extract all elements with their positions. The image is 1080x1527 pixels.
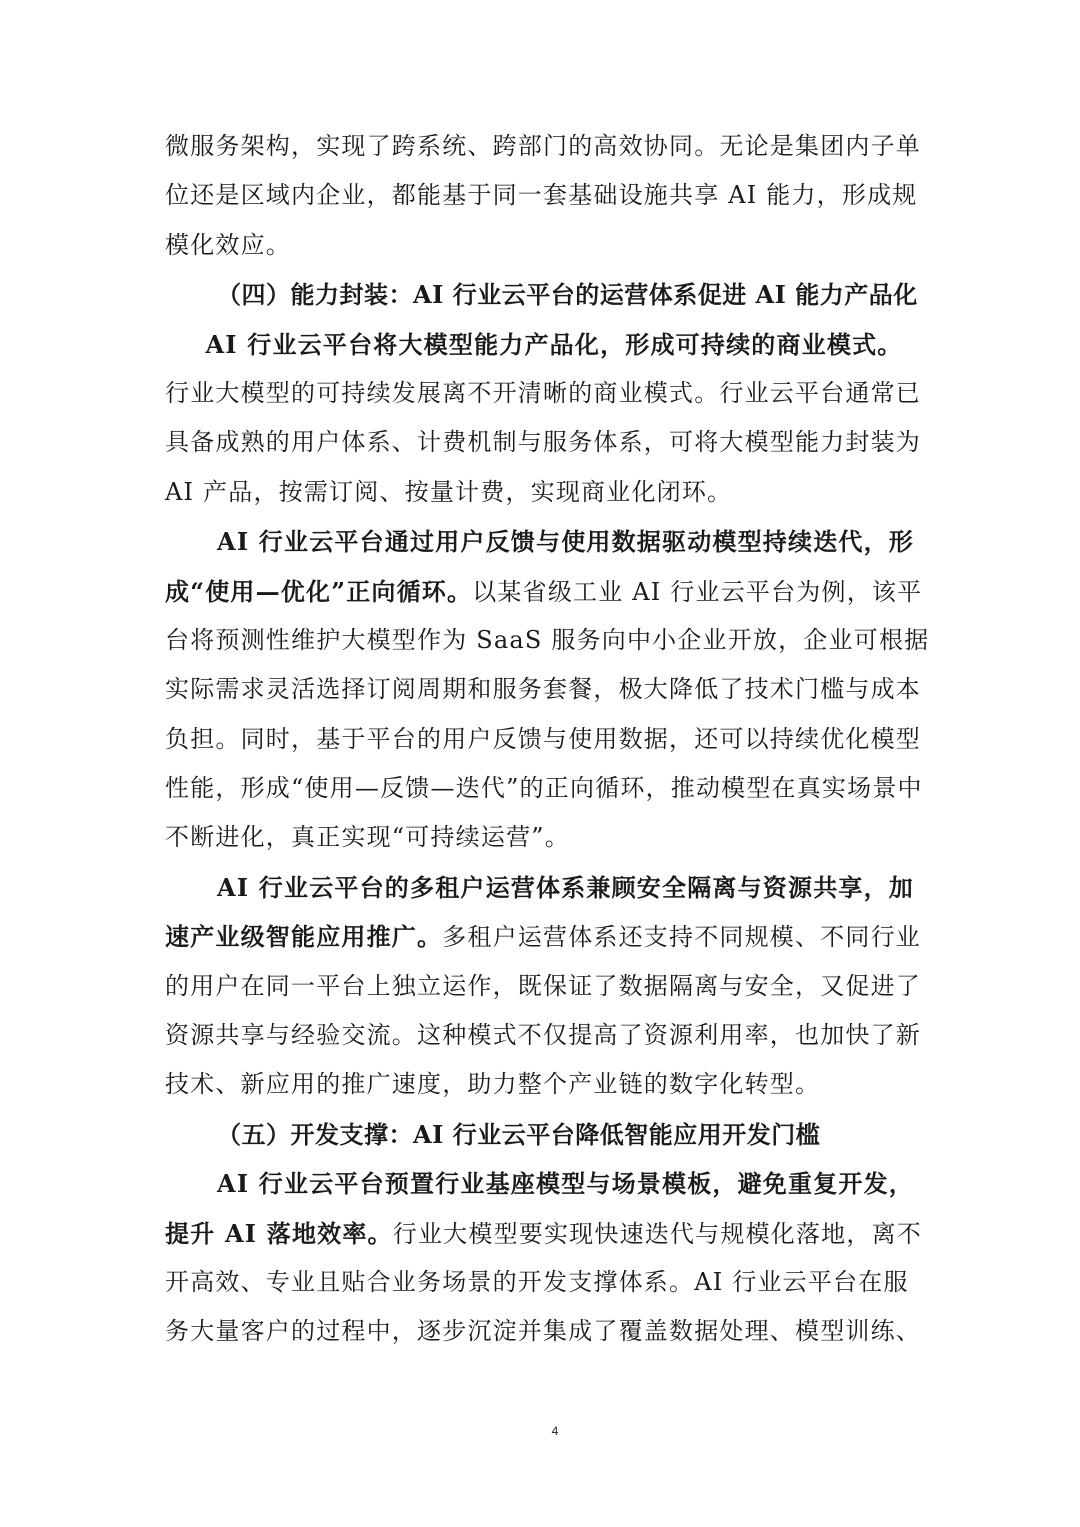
text-line: 台将预测性维护大模型作为 SaaS 服务向中小企业开放，企业可根据 — [165, 625, 930, 654]
bold-lead-sentence: 提升 AI 落地效率。 — [165, 1218, 393, 1248]
text-line: 开高效、专业且贴合业务场景的开发支撑体系。AI 行业云平台在服 — [165, 1267, 909, 1296]
text-line: 的用户在同一平台上独立运作，既保证了数据隔离与安全，又促进了 — [165, 971, 921, 1000]
text-line: 微服务架构，实现了跨系统、跨部门的高效协同。无论是集团内子单 — [165, 132, 921, 160]
body-text: 以某省级工业 AI 行业云平台为例，该平 — [472, 577, 923, 606]
bold-lead-sentence: AI 行业云平台将大模型能力产品化，形成可持续的商业模式。 — [205, 329, 903, 359]
text-line: 行业大模型的可持续发展离不开清晰的商业模式。行业云平台通常已 — [165, 378, 921, 407]
text-line: 位还是区域内企业，都能基于同一套基础设施共享 AI 能力，形成规 — [165, 181, 918, 210]
text-line: 技术、新应用的推广速度，助力整个产业链的数字化转型。 — [165, 1070, 821, 1099]
text-line: 性能，形成“使用—反馈—迭代”的正向循环，推动模型在真实场景中 — [165, 774, 923, 803]
bold-lead-sentence: 速产业级智能应用推广。 — [165, 922, 443, 952]
section-heading-5: （五）开发支撑：AI 行业云平台降低智能应用开发门槛 — [217, 1119, 821, 1149]
text-line: 不断进化，真正实现“可持续运营”。 — [165, 823, 570, 852]
text-line: 具备成熟的用户体系、计费机制与服务体系，可将大模型能力封装为 — [165, 428, 921, 457]
section-heading-4: （四）能力封装：AI 行业云平台的运营体系促进 AI 能力产品化 — [217, 280, 918, 310]
body-text: 多租户运营体系还支持不同规模、不同行业 — [442, 923, 922, 952]
document-body — [165, 122, 930, 1357]
text-line — [165, 1209, 922, 1258]
text-line — [165, 567, 923, 616]
bold-lead-sentence: AI 行业云平台通过用户反馈与使用数据驱动模型持续迭代，形 — [217, 527, 915, 557]
bold-lead-sentence: AI 行业云平台的多租户运营体系兼顾安全隔离与资源共享，加 — [217, 872, 915, 902]
bold-lead-sentence: AI 行业云平台预置行业基座模型与场景模板，避免重复开发， — [217, 1169, 915, 1199]
page-number: 4 — [551, 1424, 559, 1438]
text-line: 实际需求灵活选择订阅周期和服务套餐，极大降低了技术门槛与成本 — [165, 675, 921, 704]
text-line — [165, 912, 922, 961]
text-line: 负担。同时，基于平台的用户反馈与使用数据，还可以持续优化模型 — [165, 724, 921, 753]
text-line: AI 产品，按需订阅、按量计费，实现商业化闭环。 — [165, 477, 733, 506]
text-line: 模化效应。 — [165, 230, 291, 259]
bold-lead-sentence: 成“使用—优化”正向循环。 — [165, 576, 473, 606]
text-line: 资源共享与经验交流。这种模式不仅提高了资源利用率，也加快了新 — [165, 1021, 921, 1050]
body-text: 行业大模型要实现快速迭代与规模化落地，离不 — [392, 1219, 922, 1248]
text-line: 务大量客户的过程中，逐步沉淀并集成了覆盖数据处理、模型训练、 — [165, 1317, 921, 1346]
